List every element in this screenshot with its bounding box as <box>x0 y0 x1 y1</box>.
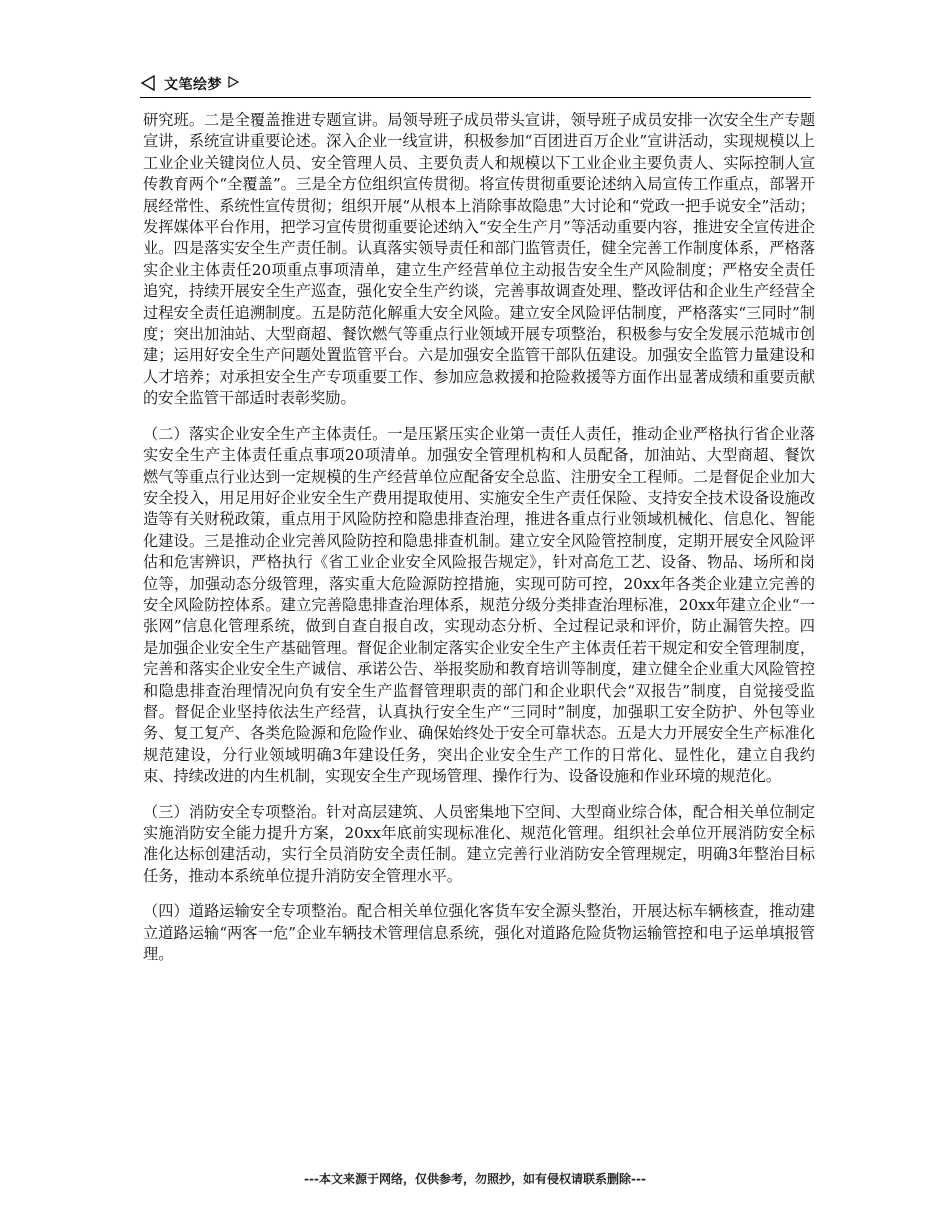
paragraph-2: （二）落实企业安全生产主体责任。一是压紧压实企业第一责任人责任，推动企业严格执行省企业落实安全生产主体责任重点事项20项清单。加强安全管理机构和人员配备，加油站、大型商超、餐饮燃气等重点行业达到一定规模的生产经营单位应配备安全总监、注册安全工程师。二是督促企业加大安全投入，用足用好企业安全生产费用提取使用、实施安全生产责任保险、支持安全技术设备设施改造等有关财税政策，重点用于风险防控和隐患排查治理，推进各重点行业领域机械化、信息化、智能化建设。三是推动企业完善风险防控和隐患排查机制。建立安全风险管控制度，定期开展安全风险评估和危害辨识，严格执行《省工业企业安全风险报告规定》，针对高危工艺、设备、物品、场所和岗位等，加强动态分级管理，落实重大危险源防控措施，实现可防可控，20xx年各类企业建立完善的安全风险防控体系。建立完善隐患排查治理体系，规范分级分类排查治理标准，20xx年建立企业“一张网”信息化管理系统，做到自查自报自改，实现动态分析、全过程记录和评价，防止漏管失控。四是加强企业安全生产基础管理。督促企业制定落实企业安全生产主体责任若干规定和安全管理制度，完善和落实企业安全生产诚信、承诺公告、举报奖励和教育培训等制度，建立健全企业重大风险管控和隐患排查治理情况向负有安全生产监督管理职责的部门和企业职代会“双报告”制度，自觉接受监督。督促企业坚持依法生产经营，认真执行安全生产“三同时”制度，加强职工安全防护、外包等业务、复工复产、各类危险源和危险作业、确保始终处于安全可靠状态。五是大力开展安全生产标准化规范建设，分行业领域明确3年建设任务，突出企业安全生产工作的日常化、显性化，建立自我约束、持续改进的内生机制，实现安全生产现场管理、操作行为、设备设施和作业环境的规范化。 <box>143 424 815 786</box>
paragraph-1: 研究班。二是全覆盖推进专题宣讲。局领导班子成员带头宣讲，领导班子成员安排一次安全生产专题宣讲，系统宣讲重要论述。深入企业一线宣讲，积极参加“百团进百万企业”宣讲活动，实现规模以上工业企业关键岗位人员、安全管理人员、主要负责人和规模以下工业企业主要负责人、实际控制人宣传教育两个“全覆盖”。三是全方位组织宣传贯彻。将宣传贯彻重要论述纳入局宣传工作重点，部署开展经常性、系统性宣传贯彻；组织开展“从根本上消除事故隐患”大讨论和“党政一把手说安全”活动；发挥媒体平台作用，把学习宣传贯彻重要论述纳入“安全生产月”等活动重要内容，推进安全宣传进企业。四是落实安全生产责任制。认真落实领导责任和部门监管责任，健全完善工作制度体系，严格落实企业主体责任20项重点事项清单，建立生产经营单位主动报告安全生产风险制度；严格安全责任追究，持续开展安全生产巡查，强化安全生产约谈，完善事故调查处理、整改评估和企业生产经营全过程安全责任追溯制度。五是防范化解重大安全风险。建立安全风险评估制度，严格落实“三同时”制度；突出加油站、大型商超、餐饮燃气等重点行业领域开展专项整治，积极参与安全发展示范城市创建；运用好安全生产问题处置监管平台。六是加强安全监管干部队伍建设。加强安全监管力量建设和人才培养；对承担安全生产专项重要工作、参加应急救援和抢险救援等方面作出显著成绩和重要贡献的安全监管干部适时表彰奖励。 <box>143 111 815 408</box>
header-title: 文笔绘梦 <box>164 77 222 93</box>
paragraph-4: （四）道路运输安全专项整治。配合相关单位强化客货车安全源头整治，开展达标车辆核查，推动建立道路运输“两客一危”企业车辆技术管理信息系统，强化对道路危险货物运输管控和电子运单填报管理。 <box>143 902 815 964</box>
page-header <box>140 70 811 96</box>
paragraph-3: （三）消防安全专项整治。针对高层建筑、人员密集地下空间、大型商业综合体，配合相关单位制定实施消防安全能力提升方案，20xx年底前实现标准化、规范化管理。组织社会单位开展消防安全标准化达标创建活动，实行全员消防安全责任制。建立完善行业消防安全管理规定，明确3年整治目标任务，推动本系统单位提升消防安全管理水平。 <box>143 802 815 885</box>
header-divider <box>140 97 811 98</box>
triangle-right-icon <box>228 76 239 88</box>
document-body <box>143 110 815 979</box>
triangle-left-icon <box>140 75 156 91</box>
page-footer-notice: ---本文来源于网络，仅供参考，勿照抄，如有侵权请联系删除--- <box>304 1172 646 1186</box>
